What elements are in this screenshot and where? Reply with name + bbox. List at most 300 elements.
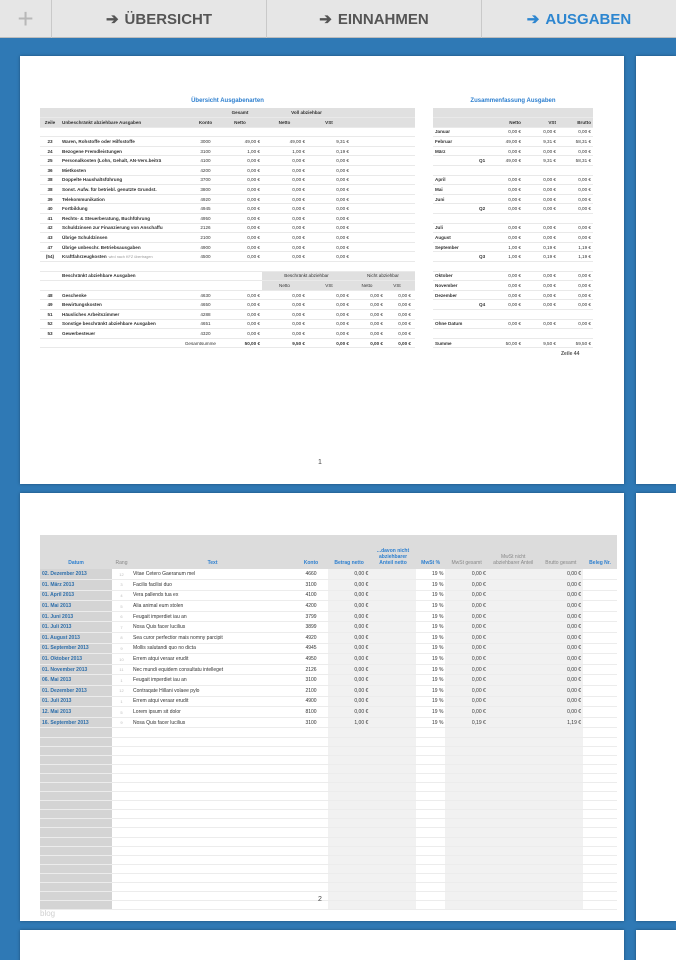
table-cell <box>131 864 294 873</box>
row-zeile: 47 <box>40 242 60 252</box>
row-brutto: 0,00 € <box>539 569 583 580</box>
table-cell <box>583 901 617 910</box>
summary-netto: 0,00 € <box>489 223 523 233</box>
table-cell <box>328 828 370 837</box>
table-cell <box>112 746 131 755</box>
watermark: blog <box>40 909 56 918</box>
summary-vst: 0,00 € <box>523 127 558 137</box>
table-cell <box>583 801 617 810</box>
row-konto: 4660 <box>294 569 328 580</box>
table-row <box>40 233 415 243</box>
ausgaben-table <box>40 535 617 910</box>
row-zeile: 38 <box>40 175 60 185</box>
table-cell <box>40 262 60 272</box>
table-cell <box>488 764 539 773</box>
table-row <box>40 622 617 633</box>
tab-uebersicht[interactable] <box>52 0 267 38</box>
table-cell <box>583 755 617 764</box>
table-cell <box>539 901 583 910</box>
tab-ausgaben[interactable] <box>482 0 676 38</box>
row-netto: 49,00 € <box>262 137 307 147</box>
table-row <box>40 204 415 214</box>
row-beschr-netto: 0,00 € <box>262 309 307 319</box>
row-konto: 4100 <box>193 156 218 166</box>
row-empty <box>370 633 416 644</box>
page-number: 2 <box>318 896 322 903</box>
table-cell <box>112 855 131 864</box>
table-cell <box>131 810 294 819</box>
table-row <box>40 300 415 310</box>
col-mwst-nicht-abziehbar: MwSt nicht abziehbarer Anteil <box>488 535 539 569</box>
next-page-edge[interactable] <box>636 930 676 960</box>
table-row <box>40 137 415 147</box>
row-label: Sonst. Aufw. für betriebl. genutzte Grundst. <box>62 187 157 193</box>
table-cell <box>488 855 539 864</box>
row-rang: 7 <box>112 622 131 633</box>
row-konto: 3799 <box>294 611 328 622</box>
row-zeile: 38 <box>40 185 60 195</box>
table-row <box>40 717 617 728</box>
row-empty <box>370 611 416 622</box>
section-header-row <box>40 271 415 281</box>
empty-row <box>40 819 617 828</box>
table-cell <box>583 855 617 864</box>
row-empty <box>488 675 539 686</box>
summary-brutto: 0,00 € <box>558 127 593 137</box>
row-empty <box>488 686 539 697</box>
row-empty <box>488 664 539 675</box>
table-cell <box>294 828 328 837</box>
summary-netto <box>489 262 523 272</box>
table-cell <box>416 764 446 773</box>
summary-vst: 0,00 € <box>523 319 558 329</box>
row-datum: 01. April 2013 <box>40 590 112 601</box>
table-cell <box>370 792 416 801</box>
row-konto: 2126 <box>294 664 328 675</box>
ausgabenarten-table <box>40 108 415 348</box>
next-page-edge[interactable] <box>636 56 676 484</box>
col-netto: Netto <box>262 281 307 291</box>
table-cell <box>416 846 446 855</box>
table-cell <box>328 846 370 855</box>
table-cell <box>40 755 112 764</box>
table-cell <box>40 810 112 819</box>
summary-netto: 0,00 € <box>489 204 523 214</box>
empty-row <box>40 837 617 846</box>
row-gesamt: 0,00 € <box>218 309 262 319</box>
row-zeile: 48 <box>40 290 60 300</box>
table-cell <box>445 819 487 828</box>
table-cell <box>488 819 539 828</box>
summary-netto: 0,00 € <box>489 300 523 310</box>
empty-row <box>40 892 617 901</box>
summary-row <box>433 214 593 224</box>
row-empty <box>370 590 416 601</box>
table-cell <box>416 837 446 846</box>
table-cell <box>583 892 617 901</box>
table-cell <box>112 801 131 810</box>
row-konto: 3100 <box>294 580 328 591</box>
table-cell <box>351 127 415 137</box>
row-empty <box>583 717 617 728</box>
summary-vst: 9,31 € <box>523 137 558 147</box>
table-cell <box>40 837 112 846</box>
row-text: Errem atqui veraar erudit <box>131 696 294 707</box>
summary-vst: 0,19 € <box>523 252 558 262</box>
row-konto: 4630 <box>193 290 218 300</box>
summary-vst: 0,00 € <box>523 204 558 214</box>
table-cell <box>218 271 262 281</box>
empty-row <box>40 846 617 855</box>
row-mwst-gesamt: 0,00 € <box>445 580 487 591</box>
table-cell <box>294 728 328 737</box>
row-text: Nosa Quis facer lucilius <box>131 717 294 728</box>
table-row <box>40 580 617 591</box>
row-mwst-gesamt: 0,00 € <box>445 633 487 644</box>
row-zeile: 52 <box>40 319 60 329</box>
col-betrag-netto: Betrag netto <box>328 535 370 569</box>
summary-month: Summe <box>433 338 477 348</box>
summary-netto <box>489 329 523 339</box>
summary-netto: 1,00 € <box>489 252 523 262</box>
row-empty <box>488 601 539 612</box>
row-empty <box>370 569 416 580</box>
row-brutto: 0,00 € <box>539 622 583 633</box>
summary-brutto: 0,00 € <box>558 319 593 329</box>
row-zeile: 41 <box>40 214 60 224</box>
table-cell <box>539 883 583 892</box>
table-cell <box>40 801 112 810</box>
section-subheader-row <box>40 281 415 291</box>
row-zeile: 39 <box>40 194 60 204</box>
spacer-row <box>40 262 415 272</box>
table-cell <box>370 782 416 791</box>
row-gesamt: 0,00 € <box>218 223 262 233</box>
row-text <box>60 175 193 185</box>
table-cell <box>294 864 328 873</box>
summary-row <box>433 290 593 300</box>
row-datum: 01. Juli 2013 <box>40 696 112 707</box>
row-zeile: (54) <box>40 252 60 262</box>
table-cell <box>416 782 446 791</box>
page-number: 1 <box>318 459 322 466</box>
table-cell <box>294 764 328 773</box>
summary-vst: 0,19 € <box>523 242 558 252</box>
row-mwst-gesamt: 0,00 € <box>445 696 487 707</box>
table-cell <box>131 792 294 801</box>
row-text: Contraqate Hillani volaee pylo <box>131 686 294 697</box>
col-beschraenkt: Beschränkt abziehbar <box>262 271 351 281</box>
row-nicht <box>351 290 415 300</box>
row-betrag: 0,00 € <box>328 643 370 654</box>
summary-vst <box>523 166 558 176</box>
table-cell <box>328 873 370 882</box>
row-brutto: 0,00 € <box>539 601 583 612</box>
table-cell <box>416 883 446 892</box>
table-cell <box>416 855 446 864</box>
row-rang: 5 <box>112 707 131 718</box>
section-title: Beschränkt abziehbare Ausgaben <box>60 271 193 281</box>
table-cell <box>583 782 617 791</box>
table-cell <box>40 855 112 864</box>
row-empty <box>351 242 415 252</box>
row-mwst: 19 % <box>416 696 446 707</box>
table-cell <box>351 262 415 272</box>
row-text: Alia animal eum stolen <box>131 601 294 612</box>
row-rang: 9 <box>112 643 131 654</box>
col-netto: Netto <box>489 118 523 128</box>
col-gesamt: Gesamt <box>218 108 262 118</box>
table-cell <box>40 883 112 892</box>
row-empty <box>370 580 416 591</box>
row-konto: 3800 <box>193 185 218 195</box>
table-cell <box>539 773 583 782</box>
tab-label: EINNAHMEN <box>337 10 429 28</box>
row-konto: 2100 <box>193 233 218 243</box>
table-cell <box>488 810 539 819</box>
summary-vst: 0,00 € <box>523 300 558 310</box>
table-cell <box>112 837 131 846</box>
empty-row <box>40 883 617 892</box>
summary-month <box>433 252 477 262</box>
row-mwst: 19 % <box>416 633 446 644</box>
row-konto: 4500 <box>193 252 218 262</box>
table-cell <box>328 737 370 746</box>
table-cell <box>488 773 539 782</box>
row-text <box>60 252 193 262</box>
total-vst: 0,00 € <box>307 338 351 348</box>
row-brutto: 0,00 € <box>539 580 583 591</box>
col-mwst-prozent: MwSt % <box>416 535 446 569</box>
table-cell <box>40 773 112 782</box>
row-konto: 4920 <box>294 633 328 644</box>
row-rang: 3 <box>112 580 131 591</box>
empty-row <box>40 737 617 746</box>
empty-row <box>40 792 617 801</box>
row-empty <box>351 194 415 204</box>
row-betrag: 0,00 € <box>328 654 370 665</box>
arrow-right-icon: ➔ <box>526 11 540 28</box>
table-cell <box>445 901 487 910</box>
table-cell <box>218 262 262 272</box>
row-empty <box>351 185 415 195</box>
table-cell <box>60 127 193 137</box>
row-empty <box>488 717 539 728</box>
tab-einnahmen[interactable] <box>267 0 482 38</box>
summary-row <box>433 146 593 156</box>
row-netto: 0,00 € <box>262 175 307 185</box>
summary-brutto: 59,50 € <box>558 338 593 348</box>
table-cell <box>131 892 294 901</box>
table-cell <box>416 828 446 837</box>
row-nicht-vst: 0,00 € <box>398 302 411 308</box>
row-text: Nosa Quis facer lucilius <box>131 622 294 633</box>
row-datum: 01. August 2013 <box>40 633 112 644</box>
table-cell <box>262 127 307 137</box>
table-cell <box>112 782 131 791</box>
table-cell <box>294 901 328 910</box>
summary-netto: 49,00 € <box>489 156 523 166</box>
table-cell <box>539 873 583 882</box>
row-betrag: 0,00 € <box>328 664 370 675</box>
row-datum: 01. Juni 2013 <box>40 611 112 622</box>
row-konto: 3899 <box>294 622 328 633</box>
table-cell <box>445 837 487 846</box>
row-text: Geschenke <box>60 290 193 300</box>
table-cell <box>193 271 218 281</box>
row-label: Übrige Schuldzinsen <box>62 235 108 241</box>
zusammenfassung-table <box>433 108 593 348</box>
next-page-edge[interactable] <box>636 493 676 921</box>
table-cell <box>328 755 370 764</box>
row-vst: 9,31 € <box>307 137 351 147</box>
summary-vst: 0,00 € <box>523 175 558 185</box>
summary-netto: 0,00 € <box>489 175 523 185</box>
row-empty <box>370 664 416 675</box>
row-netto: 0,00 € <box>262 242 307 252</box>
row-empty <box>583 633 617 644</box>
table-cell <box>445 846 487 855</box>
top-toolbar <box>0 0 676 38</box>
table-cell <box>370 846 416 855</box>
table-cell <box>583 737 617 746</box>
row-datum: 01. November 2013 <box>40 664 112 675</box>
row-nicht <box>351 319 415 329</box>
row-vst: 0,00 € <box>307 242 351 252</box>
row-empty <box>351 233 415 243</box>
row-text: Häusliches Arbeitszimmer <box>60 309 193 319</box>
add-icon[interactable]: + <box>0 0 52 38</box>
row-rang: 12 <box>112 686 131 697</box>
table-cell <box>40 792 112 801</box>
summary-vst: 0,00 € <box>523 146 558 156</box>
summary-brutto: 0,00 € <box>558 271 593 281</box>
row-mwst: 19 % <box>416 590 446 601</box>
row-konto: 4900 <box>193 242 218 252</box>
table-cell <box>112 873 131 882</box>
summary-brutto: 0,00 € <box>558 300 593 310</box>
row-text: Gewerbesteuer <box>60 329 193 339</box>
table-cell <box>112 883 131 892</box>
table-row <box>40 686 617 697</box>
summary-brutto: 0,00 € <box>558 204 593 214</box>
table-cell <box>328 810 370 819</box>
summary-row <box>433 252 593 262</box>
table-cell <box>328 792 370 801</box>
table-cell <box>328 728 370 737</box>
summary-quarter <box>477 290 489 300</box>
row-label: Schuldzinsen zur Finanzierung von Anschaffu <box>62 225 163 231</box>
table-cell <box>445 764 487 773</box>
row-empty <box>370 654 416 665</box>
row-empty <box>351 137 415 147</box>
table-cell <box>131 837 294 846</box>
row-empty <box>488 580 539 591</box>
empty-row <box>40 828 617 837</box>
table-cell <box>488 846 539 855</box>
table-cell <box>40 737 112 746</box>
row-gesamt: 0,00 € <box>218 329 262 339</box>
summary-vst <box>523 214 558 224</box>
row-brutto: 0,00 € <box>539 686 583 697</box>
table-cell <box>445 864 487 873</box>
table-cell <box>370 764 416 773</box>
summary-row <box>433 233 593 243</box>
row-text: Lorem ipsum sit dolor <box>131 707 294 718</box>
row-text <box>60 185 193 195</box>
row-mwst: 19 % <box>416 686 446 697</box>
summary-brutto <box>558 166 593 176</box>
table-cell <box>112 773 131 782</box>
summary-brutto: 0,00 € <box>558 194 593 204</box>
arrow-right-icon: ➔ <box>105 11 119 28</box>
table-cell <box>539 755 583 764</box>
row-mwst: 19 % <box>416 675 446 686</box>
page-3-edge[interactable] <box>20 930 624 960</box>
empty-row <box>40 801 617 810</box>
table-row <box>40 146 415 156</box>
row-mwst: 19 % <box>416 664 446 675</box>
table-cell <box>583 873 617 882</box>
table-cell <box>539 855 583 864</box>
summary-vst: 0,00 € <box>523 271 558 281</box>
row-label: Übrige unbeschr. Betriebsausgaben <box>62 244 141 250</box>
table-cell <box>294 801 328 810</box>
table-cell <box>328 782 370 791</box>
table-cell <box>583 883 617 892</box>
summary-month <box>433 262 477 272</box>
table-cell <box>488 728 539 737</box>
table-row <box>40 319 415 329</box>
row-text: Sonstige beschränkt abziehbare Ausgaben <box>60 319 193 329</box>
summary-brutto: 58,31 € <box>558 137 593 147</box>
row-mwst-gesamt: 0,19 € <box>445 717 487 728</box>
row-mwst: 19 % <box>416 622 446 633</box>
row-nicht-netto: 0,00 € <box>370 330 383 336</box>
row-gesamt: 1,00 € <box>218 146 262 156</box>
summary-quarter <box>477 166 489 176</box>
summary-month: Februar <box>433 137 477 147</box>
table-cell <box>539 728 583 737</box>
summary-row <box>433 262 593 272</box>
summary-brutto: 0,00 € <box>558 146 593 156</box>
table-cell <box>262 262 307 272</box>
summary-quarter <box>477 281 489 291</box>
table-cell <box>416 901 446 910</box>
row-brutto: 0,00 € <box>539 590 583 601</box>
row-mwst: 19 % <box>416 643 446 654</box>
row-label: Doppelte Haushaltsführung <box>62 177 123 183</box>
table-cell <box>583 764 617 773</box>
row-konto: 8100 <box>294 707 328 718</box>
table-cell <box>40 828 112 837</box>
table-cell <box>307 127 351 137</box>
page-2[interactable] <box>20 493 624 921</box>
summary-row <box>433 137 593 147</box>
row-nicht-vst: 0,00 € <box>398 330 411 336</box>
summary-vst <box>523 309 558 319</box>
row-empty <box>370 696 416 707</box>
row-empty <box>583 611 617 622</box>
row-nicht-netto: 0,00 € <box>370 302 383 308</box>
table-cell <box>112 892 131 901</box>
page-1[interactable] <box>20 56 624 484</box>
summary-quarter <box>477 223 489 233</box>
table-cell <box>488 737 539 746</box>
row-text <box>60 146 193 156</box>
table-cell <box>539 892 583 901</box>
table-cell <box>445 828 487 837</box>
